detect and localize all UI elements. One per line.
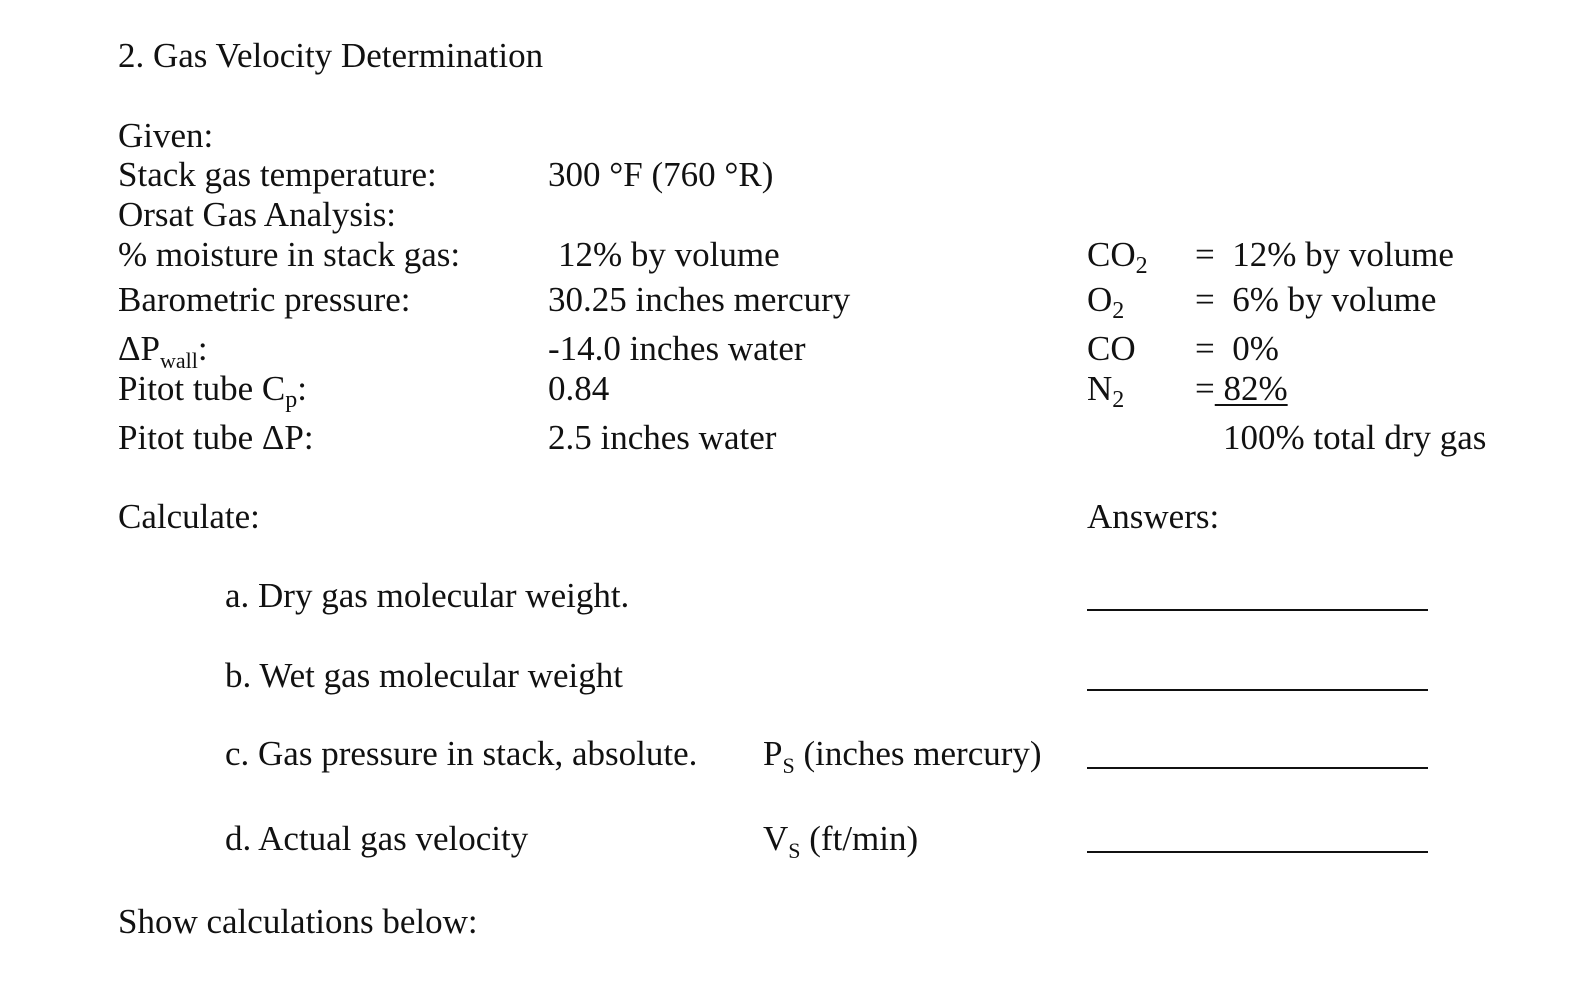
co-label: CO <box>1087 329 1136 368</box>
o2-value: = 6% by volume <box>1195 280 1437 319</box>
answer-b-blank[interactable] <box>1087 689 1428 691</box>
barometric-value: 30.25 inches mercury <box>548 280 851 319</box>
dp-wall-value: -14.0 inches water <box>548 329 806 368</box>
show-calculations: Show calculations below: <box>118 902 478 941</box>
item-b: b. Wet gas molecular weight <box>225 656 623 695</box>
item-d-unit: $V_S$ (ft/min) <box>763 819 919 863</box>
moisture-value: 12% by volume <box>558 235 780 274</box>
stack-temp-label: Stack gas temperature: <box>118 155 437 194</box>
total-dry-gas: 100% total dry gas <box>1223 418 1487 457</box>
pitot-dp-label: Pitot tube ΔP: <box>118 418 314 457</box>
answer-d-blank[interactable] <box>1087 851 1428 853</box>
o2-label: $O_2$ <box>1087 280 1125 324</box>
item-d: d. Actual gas velocity <box>225 819 529 858</box>
calculate-heading: Calculate: <box>118 497 260 536</box>
pitot-dp-value: 2.5 inches water <box>548 418 777 457</box>
answer-a-blank[interactable] <box>1087 609 1428 611</box>
answers-heading: Answers: <box>1087 497 1220 536</box>
n2-value: = 82% <box>1195 369 1288 408</box>
stack-temp-value: 300 °F (760 °R) <box>548 155 774 194</box>
moisture-label: % moisture in stack gas: <box>118 235 461 274</box>
item-c-unit: $P_S$ (inches mercury) <box>763 734 1042 778</box>
co2-label: $CO_2$ <box>1087 235 1148 279</box>
given-heading: Given: <box>118 116 214 155</box>
cp-label: Pitot tube $C_p$: <box>118 369 307 413</box>
page-title: 2. Gas Velocity Determination <box>118 36 544 75</box>
item-a: a. Dry gas molecular weight. <box>225 576 630 615</box>
item-c: c. Gas pressure in stack, absolute. <box>225 734 698 773</box>
co2-value: = 12% by volume <box>1195 235 1454 274</box>
dp-wall-label: $\Delta P_{wall}$: <box>118 329 208 373</box>
cp-value: 0.84 <box>548 369 610 408</box>
orsat-label: Orsat Gas Analysis: <box>118 195 397 234</box>
barometric-label: Barometric pressure: <box>118 280 411 319</box>
co-value: = 0% <box>1195 329 1279 368</box>
n2-label: $N_2$ <box>1087 369 1125 413</box>
answer-c-blank[interactable] <box>1087 767 1428 769</box>
